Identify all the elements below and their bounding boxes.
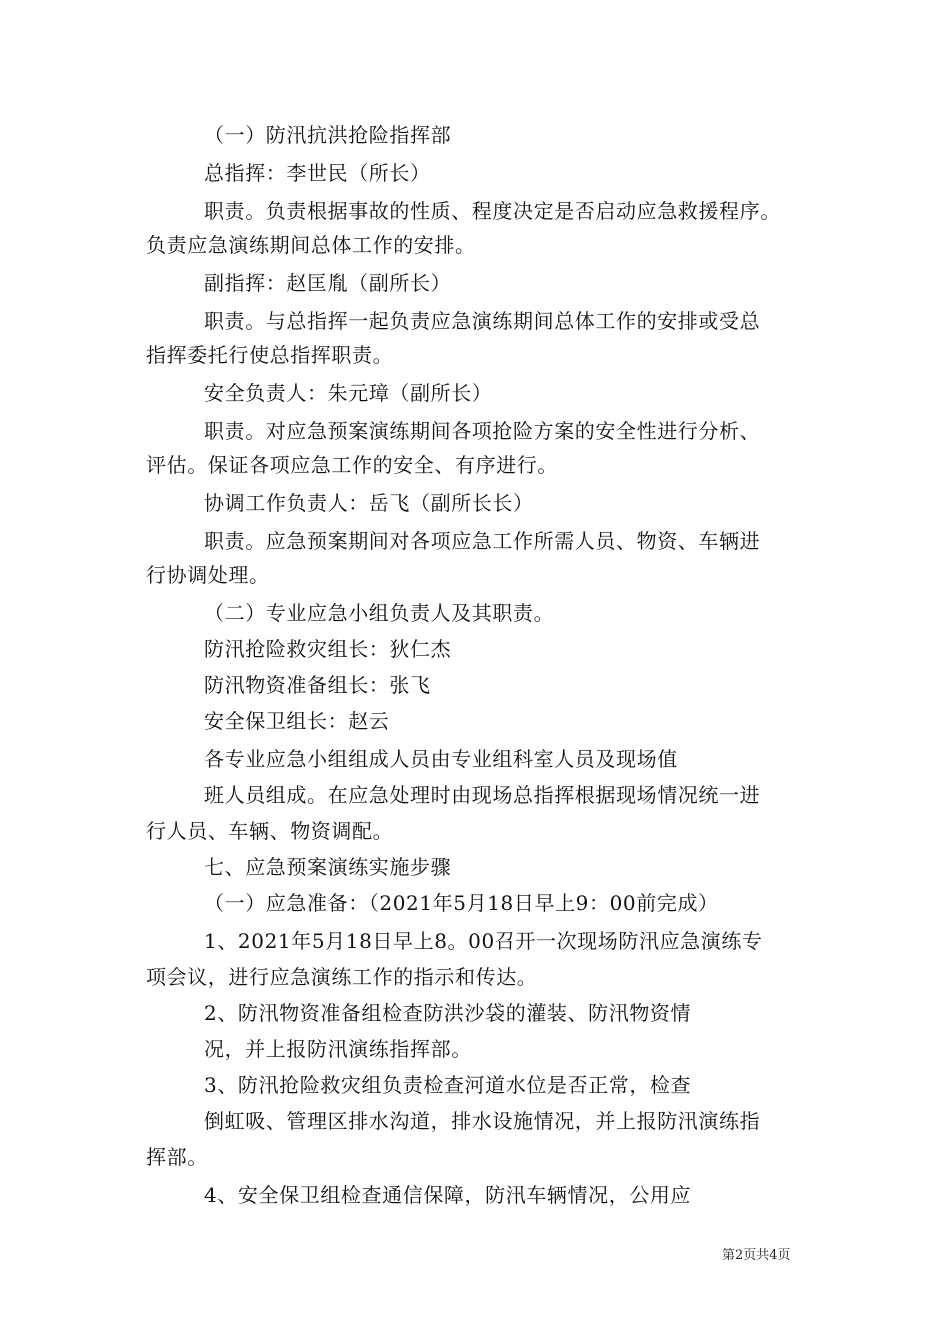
text-line: 总指挥：李世民（所长） bbox=[204, 161, 431, 185]
text-line: 倒虹吸、管理区排水沟道，排水设施情况，并上报防汛演练指 bbox=[204, 1109, 761, 1133]
text-line: 安全保卫组长：赵云 bbox=[204, 709, 390, 733]
text-line: 职责。对应急预案演练期间各项抢险方案的安全性进行分析、 bbox=[204, 419, 761, 443]
text-line: 4、安全保卫组检查通信保障，防汛车辆情况，公用应 bbox=[204, 1183, 692, 1207]
text-line: 职责。与总指挥一起负责应急演练期间总体工作的安排或受总 bbox=[204, 309, 761, 333]
text-line: 项会议，进行应急演练工作的指示和传达。 bbox=[146, 965, 538, 989]
text-line: 行协调处理。 bbox=[146, 563, 270, 587]
text-line: 2、防汛物资准备组检查防洪沙袋的灌装、防汛物资情 bbox=[204, 1001, 692, 1025]
text-line: （二）专业应急小组负责人及其职责。 bbox=[204, 601, 555, 625]
text-line: 负责应急演练期间总体工作的安排。 bbox=[146, 233, 476, 257]
text-line: （一）应急准备：（2021年5月18日早上9：00前完成） bbox=[204, 891, 719, 915]
page-number-footer: 第2页共4页 bbox=[722, 1248, 791, 1263]
text-line: 职责。负责根据事故的性质、程度决定是否启动应急救援程序。 bbox=[204, 199, 781, 223]
text-line: 指挥委托行使总指挥职责。 bbox=[146, 343, 394, 367]
text-line: 班人员组成。在应急处理时由现场总指挥根据现场情况统一进 bbox=[204, 783, 761, 807]
text-line: 防汛抢险救灾组长：狄仁杰 bbox=[204, 637, 452, 661]
text-line: 行人员、车辆、物资调配。 bbox=[146, 819, 394, 843]
text-line: 各专业应急小组组成人员由专业组科室人员及现场值 bbox=[204, 747, 678, 771]
text-line: 挥部。 bbox=[146, 1145, 208, 1169]
text-line: 评估。保证各项应急工作的安全、有序进行。 bbox=[146, 453, 558, 477]
text-line: 安全负责人：朱元璋（副所长） bbox=[204, 381, 493, 405]
text-line: 协调工作负责人：岳飞（副所长长） bbox=[204, 491, 534, 515]
text-line: 况，并上报防汛演练指挥部。 bbox=[204, 1037, 472, 1061]
text-line: 职责。应急预案期间对各项应急工作所需人员、物资、车辆进 bbox=[204, 529, 761, 553]
text-line: 七、应急预案演练实施步骤 bbox=[204, 855, 452, 879]
text-line: 防汛物资准备组长：张飞 bbox=[204, 673, 431, 697]
text-line: （一）防汛抗洪抢险指挥部 bbox=[204, 123, 452, 147]
text-line: 副指挥：赵匡胤（副所长） bbox=[204, 271, 452, 295]
text-line: 3、防汛抢险救灾组负责检查河道水位是否正常，检查 bbox=[204, 1073, 692, 1097]
text-line: 1、2021年5月18日早上8。00召开一次现场防汛应急演练专 bbox=[204, 929, 763, 953]
